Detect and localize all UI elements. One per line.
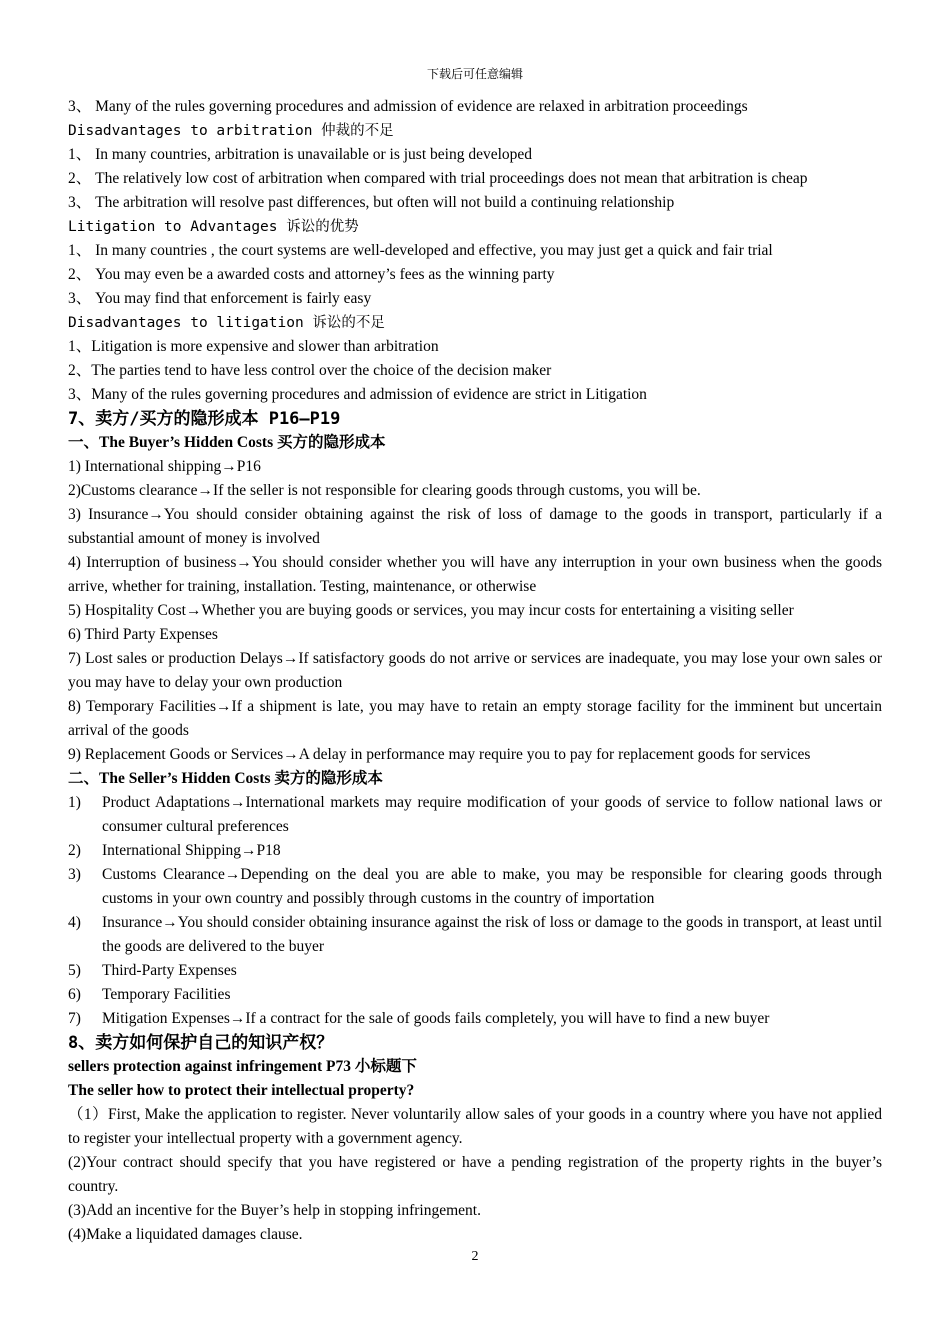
list-item: 8) Temporary Facilities→If a shipment is late, you may have to retain an empty storage facility for the imminent but uncertain arrival of the goods — [68, 698, 882, 739]
buyer-costs-heading: 一、The Buyer’s Hidden Costs 买方的隐形成本 — [68, 434, 386, 451]
list-item: (4)Make a liquidated damages clause. — [68, 1226, 303, 1243]
page-content — [68, 95, 882, 1247]
list-item: 4) Interruption of business→You should consider whether you will have any interruption in your own business when the goods arrive, whether for training, installation. Testing, maintenance, or otherwise — [68, 554, 882, 595]
list-text: Mitigation Expenses→If a contract for the sale of goods fails completely, you will have to find a new buyer — [102, 1010, 770, 1027]
list-text: Temporary Facilities — [102, 986, 231, 1003]
list-text: Product Adaptations→International markets may require modification of your goods of service to follow national laws or consumer cultural preferences — [102, 794, 882, 835]
list-item: 2)Customs clearance→If the seller is not responsible for clearing goods through customs, you will be. — [68, 482, 701, 499]
seller-costs-heading: 二、The Seller’s Hidden Costs 卖方的隐形成本 — [68, 770, 383, 787]
list-item: 3、 The arbitration will resolve past differences, but often will not build a continuing relationship — [68, 194, 675, 211]
section-heading: Disadvantages to litigation 诉讼的不足 — [68, 315, 385, 331]
list-number: 2) — [68, 842, 81, 859]
list-item: （1）First, Make the application to register. Never voluntarily allow sales of your goods in a country where you have not applied to register your intellectual property with a government agency. — [68, 1106, 882, 1147]
list-item — [68, 839, 882, 863]
list-item — [68, 1007, 882, 1031]
subheading: The seller how to protect their intellectual property? — [68, 1082, 415, 1099]
arbitration-advantage-item: 3、 Many of the rules governing procedures and admission of evidence are relaxed in arbitration proceedings — [68, 98, 748, 115]
list-item — [68, 791, 882, 839]
list-item — [68, 911, 882, 959]
list-item: 5) Hospitality Cost→Whether you are buying goods or services, you may incur costs for entertaining a visiting seller — [68, 602, 794, 619]
list-text: Insurance→You should consider obtaining insurance against the risk of loss or damage to the goods in transport, at least until the goods are delivered to the buyer — [102, 914, 882, 955]
section-8-heading: 8、卖方如何保护自己的知识产权？ — [68, 1033, 334, 1053]
list-number: 5) — [68, 962, 81, 979]
page-number: 2 — [471, 1249, 479, 1264]
list-item — [68, 959, 882, 983]
list-item: 1、 In many countries, arbitration is unavailable or is just being developed — [68, 146, 533, 163]
list-item: 3、 You may find that enforcement is fairly easy — [68, 290, 372, 307]
subheading: sellers protection against infringement P73 小标题下 — [68, 1058, 417, 1075]
list-item: 3、Many of the rules governing procedures and admission of evidence are strict in Litigation — [68, 386, 647, 403]
list-number: 3) — [68, 866, 81, 883]
list-number: 7) — [68, 1010, 81, 1027]
list-item: 1、 In many countries , the court systems are well-developed and effective, you may just get a quick and fair trial — [68, 242, 773, 259]
list-item: 7) Lost sales or production Delays→If satisfactory goods do not arrive or services are inadequate, you may lose your own sales or you may have to delay your own production — [68, 650, 882, 691]
section-7-heading: 7、卖方/买方的隐形成本 P16—P19 — [68, 409, 341, 429]
list-text: Customs Clearance→Depending on the deal you are able to make, you may be responsible for clearing goods through customs in your own country and possibly through customs in the country of importation — [102, 866, 882, 907]
section-heading: Litigation to Advantages 诉讼的优势 — [68, 219, 359, 235]
list-item: 1) International shipping→P16 — [68, 458, 261, 475]
list-item — [68, 863, 882, 911]
list-item: (3)Add an incentive for the Buyer’s help in stopping infringement. — [68, 1202, 481, 1219]
list-number: 4) — [68, 914, 81, 931]
seller-costs-list — [68, 791, 882, 1031]
list-item: 2、The parties tend to have less control over the choice of the decision maker — [68, 362, 552, 379]
section-heading: Disadvantages to arbitration 仲裁的不足 — [68, 123, 394, 139]
list-item: 3) Insurance→You should consider obtaining against the risk of loss of damage to the goods in transport, particularly if a substantial amount of money is involved — [68, 506, 882, 547]
list-item — [68, 983, 882, 1007]
list-item: (2)Your contract should specify that you have registered or have a pending registration of the property rights in the buyer’s country. — [68, 1154, 882, 1195]
list-item: 1、Litigation is more expensive and slower than arbitration — [68, 338, 439, 355]
list-number: 1) — [68, 794, 81, 811]
list-number: 6) — [68, 986, 81, 1003]
list-item: 2、 You may even be a awarded costs and attorney’s fees as the winning party — [68, 266, 555, 283]
list-item: 6) Third Party Expenses — [68, 626, 218, 643]
list-text: Third-Party Expenses — [102, 962, 237, 979]
list-item: 9) Replacement Goods or Services→A delay in performance may require you to pay for replacement goods for services — [68, 746, 811, 763]
page-header: 下载后可任意编辑 — [426, 67, 523, 81]
list-text: International Shipping→P18 — [102, 842, 281, 859]
list-item: 2、 The relatively low cost of arbitration when compared with trial proceedings does not mean that arbitration is cheap — [68, 170, 808, 187]
